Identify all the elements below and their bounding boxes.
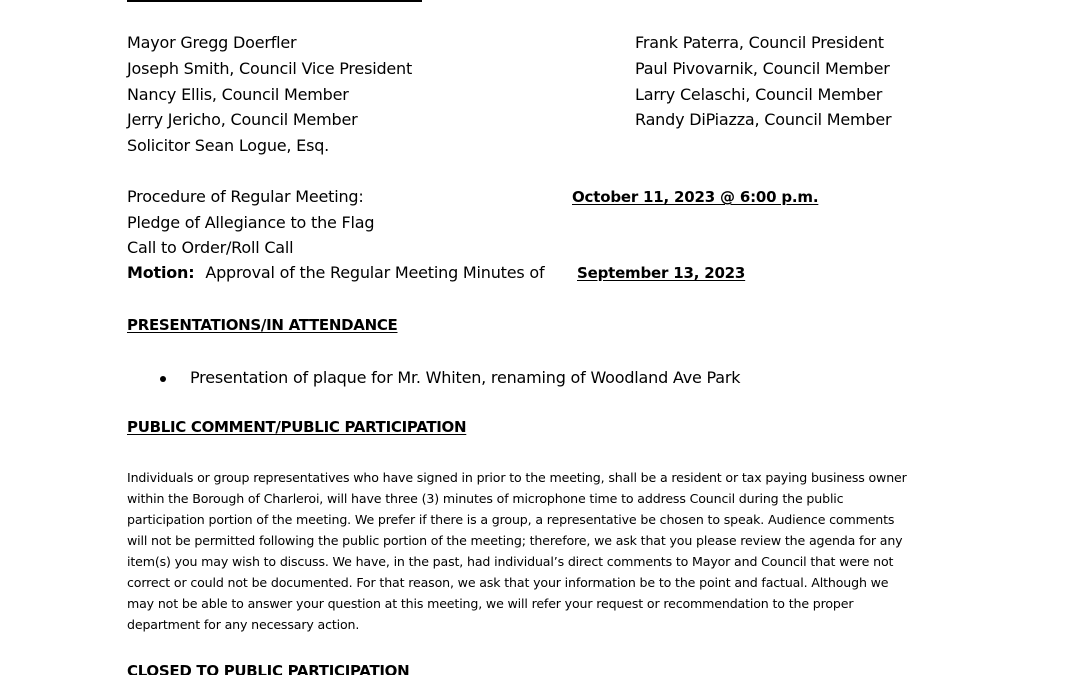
minutes-date: September 13, 2023 <box>577 264 746 282</box>
paragraph-line: may not be able to answer your question at this meeting, we will refer your request or recommendation to the proper <box>127 596 854 611</box>
meeting-date: October 11, 2023 @ 6:00 p.m. <box>572 188 819 206</box>
presentations-heading: PRESENTATIONS/IN ATTENDANCE <box>127 316 398 334</box>
roster-left-1: Mayor Gregg Doerfler <box>127 33 297 52</box>
paragraph-line: Individuals or group representatives who have signed in prior to the meeting, shall be a resident or tax paying business owner <box>127 470 907 485</box>
paragraph-line: within the Borough of Charleroi, will have three (3) minutes of microphone time to address Council during the public <box>127 491 844 506</box>
paragraph-line: will not be permitted following the public portion of the meeting; therefore, we ask that you please review the agenda for any <box>127 533 903 548</box>
roster-right-3: Larry Celaschi, Council Member <box>635 85 883 104</box>
roster-right-4: Randy DiPiazza, Council Member <box>635 110 892 129</box>
roster-left-5: Solicitor Sean Logue, Esq. <box>127 136 330 155</box>
public-comment-paragraph <box>127 467 945 635</box>
bullet-icon <box>160 376 166 382</box>
call-to-order-line: Call to Order/Roll Call <box>127 238 294 257</box>
paragraph-line: department for any necessary action. <box>127 617 360 632</box>
roster-left-3: Nancy Ellis, Council Member <box>127 85 349 104</box>
paragraph-line: participation portion of the meeting. We prefer if there is a group, a representative be chosen to speak. Audience comments <box>127 512 895 527</box>
public-comment-heading: PUBLIC COMMENT/PUBLIC PARTICIPATION <box>127 418 467 436</box>
roster-left-2: Joseph Smith, Council Vice President <box>127 59 413 78</box>
motion-text: Approval of the Regular Meeting Minutes of <box>205 263 545 282</box>
closed-section-heading: CLOSED TO PUBLIC PARTICIPATION <box>127 662 410 675</box>
roster-left-4: Jerry Jericho, Council Member <box>127 110 358 129</box>
paragraph-line: correct or could not be documented. For that reason, we ask that your information be to the point and factual. Although we <box>127 575 889 590</box>
motion-line <box>127 263 544 283</box>
presentation-item: Presentation of plaque for Mr. Whiten, renaming of Woodland Ave Park <box>190 368 741 387</box>
paragraph-line: item(s) you may wish to discuss. We have, in the past, had individual’s direct comments to Mayor and Council that were not <box>127 554 894 569</box>
roster-right-2: Paul Pivovarnik, Council Member <box>635 59 890 78</box>
procedure-label: Procedure of Regular Meeting: <box>127 187 364 206</box>
motion-label: Motion: <box>127 263 195 282</box>
top-rule <box>127 0 422 2</box>
pledge-line: Pledge of Allegiance to the Flag <box>127 213 375 232</box>
roster-right-1: Frank Paterra, Council President <box>635 33 884 52</box>
